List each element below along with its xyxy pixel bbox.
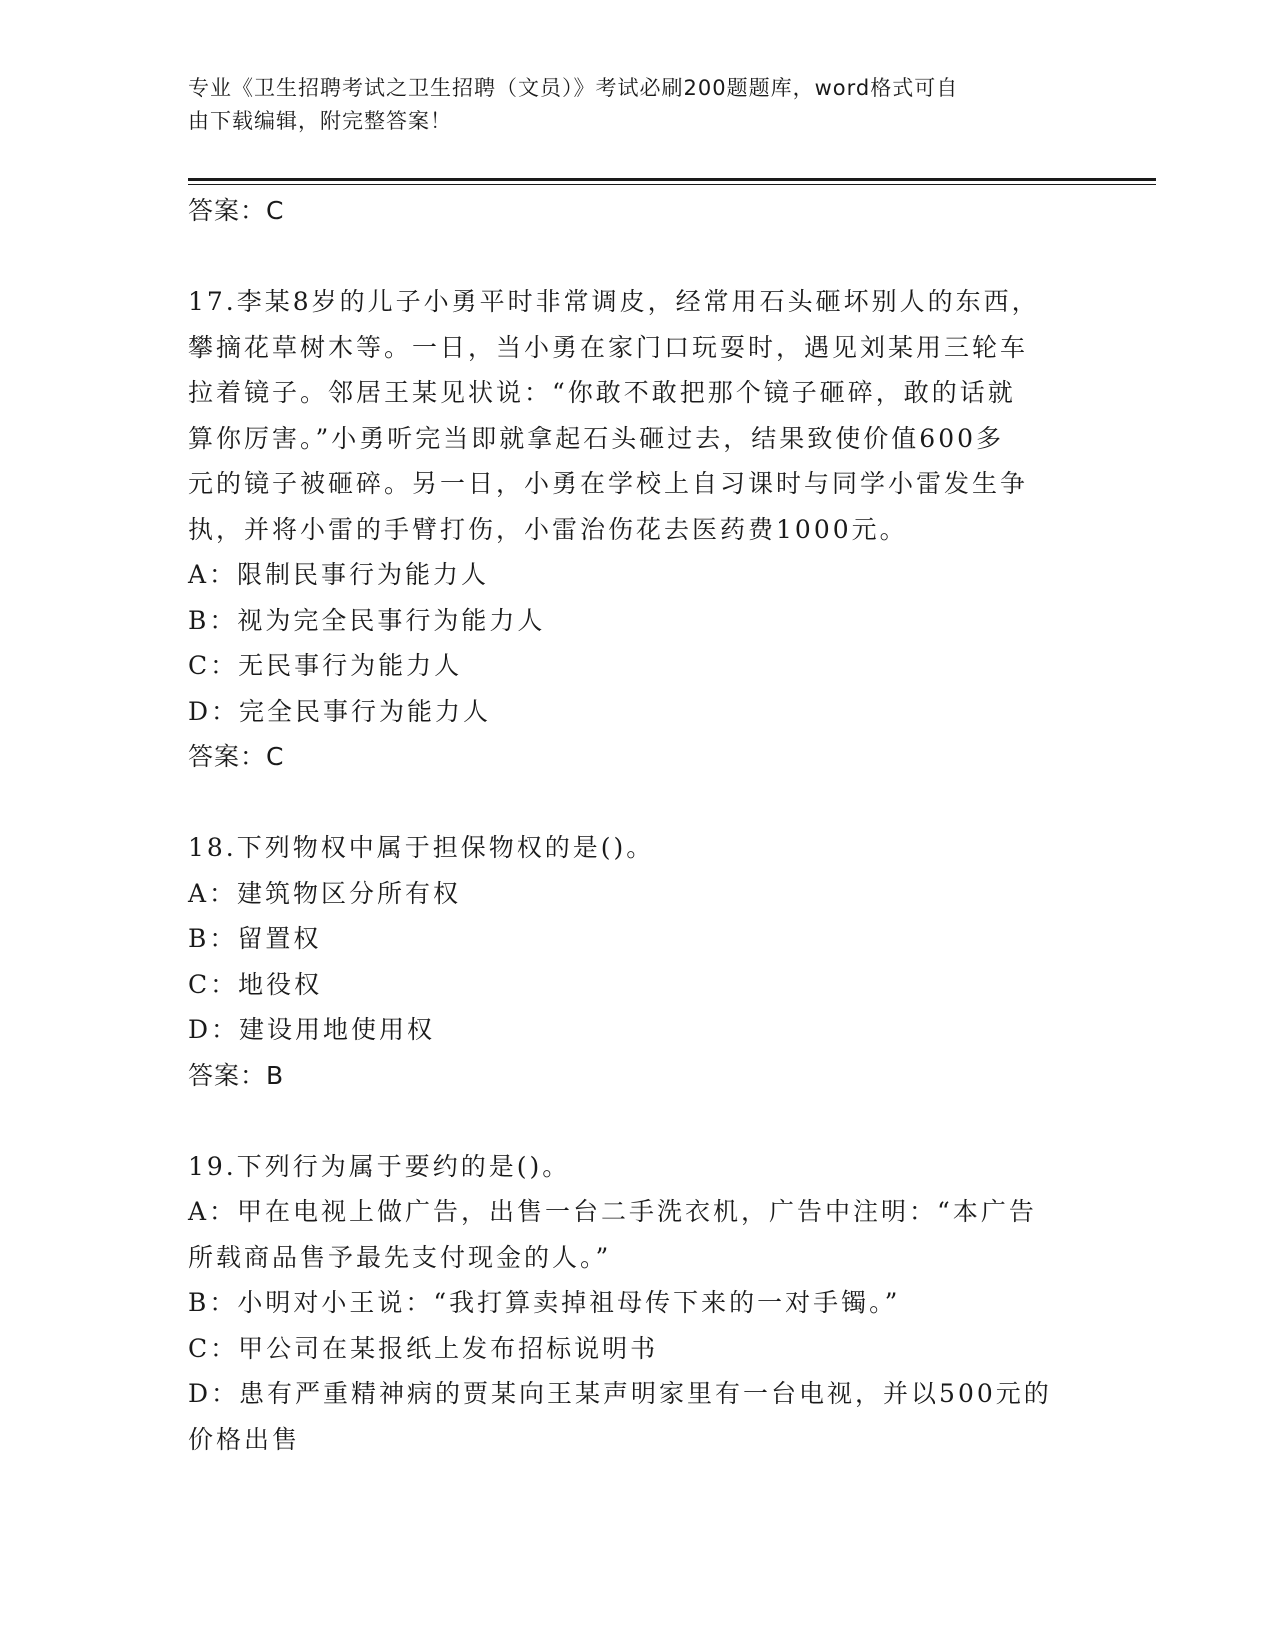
option-d: D：完全民事行为能力人 — [188, 696, 492, 726]
spacer — [188, 1099, 1088, 1144]
header-line: 由下载编辑，附完整答案！ — [188, 109, 452, 133]
spacer — [188, 780, 1088, 825]
option-b: B：视为完全民事行为能力人 — [188, 605, 546, 635]
option-c: C：甲公司在某报纸上发布招标说明书 — [188, 1333, 659, 1363]
document-body — [188, 188, 1088, 1462]
question-18 — [188, 825, 1088, 1099]
answer-line: 答案：C — [188, 742, 285, 771]
question-text-line: 19.下列行为属于要约的是()。 — [188, 1151, 571, 1181]
header-line: 专业《卫生招聘考试之卫生招聘（文员）》考试必刷200题题库，word格式可自 — [188, 76, 959, 100]
option-c: C：地役权 — [188, 969, 323, 999]
option-a-continued: 所载商品售予最先支付现金的人。” — [188, 1242, 612, 1272]
option-d: D：患有严重精神病的贾某向王某声明家里有一台电视，并以500元的 — [188, 1379, 1052, 1408]
question-17 — [188, 279, 1088, 780]
question-text-line: 攀摘花草树木等。一日，当小勇在家门口玩耍时，遇见刘某用三轮车 — [188, 332, 1029, 362]
question-text-line: 算你厉害。”小勇听完当即就拿起石头砸过去，结果致使价值600多 — [188, 423, 1005, 453]
question-text-line: 18.下列物权中属于担保物权的是()。 — [188, 833, 655, 862]
question-19 — [188, 1144, 1088, 1463]
option-d-continued: 价格出售 — [188, 1424, 301, 1454]
option-c: C：无民事行为能力人 — [188, 651, 463, 680]
answer-line: 答案：B — [188, 1060, 285, 1090]
question-text-line: 17.李某8岁的儿子小勇平时非常调皮，经常用石头砸坏别人的东西， — [188, 287, 1040, 316]
answer-line: 答案：C — [188, 196, 285, 225]
option-a: A：限制民事行为能力人 — [188, 560, 490, 589]
option-d: D：建设用地使用权 — [188, 1015, 436, 1044]
option-b: B：留置权 — [188, 924, 322, 953]
option-a: A：甲在电视上做广告，出售一台二手洗衣机，广告中注明：“本广告 — [188, 1197, 1037, 1226]
spacer — [188, 234, 1088, 279]
header-rule-thick — [188, 178, 1156, 181]
header-rule-thin — [188, 184, 1156, 185]
document-header — [188, 72, 1068, 138]
option-b: B：小明对小王说：“我打算卖掉祖母传下来的一对手镯。” — [188, 1288, 901, 1317]
question-text-line: 执，并将小雷的手臂打伤，小雷治伤花去医药费1000元。 — [188, 514, 908, 544]
option-a: A：建筑物区分所有权 — [188, 878, 462, 908]
question-text-line: 拉着镜子。邻居王某见状说：“你敢不敢把那个镜子砸碎，敢的话就 — [188, 378, 1016, 407]
question-text-line: 元的镜子被砸碎。另一日，小勇在学校上自习课时与同学小雷发生争 — [188, 469, 1029, 498]
